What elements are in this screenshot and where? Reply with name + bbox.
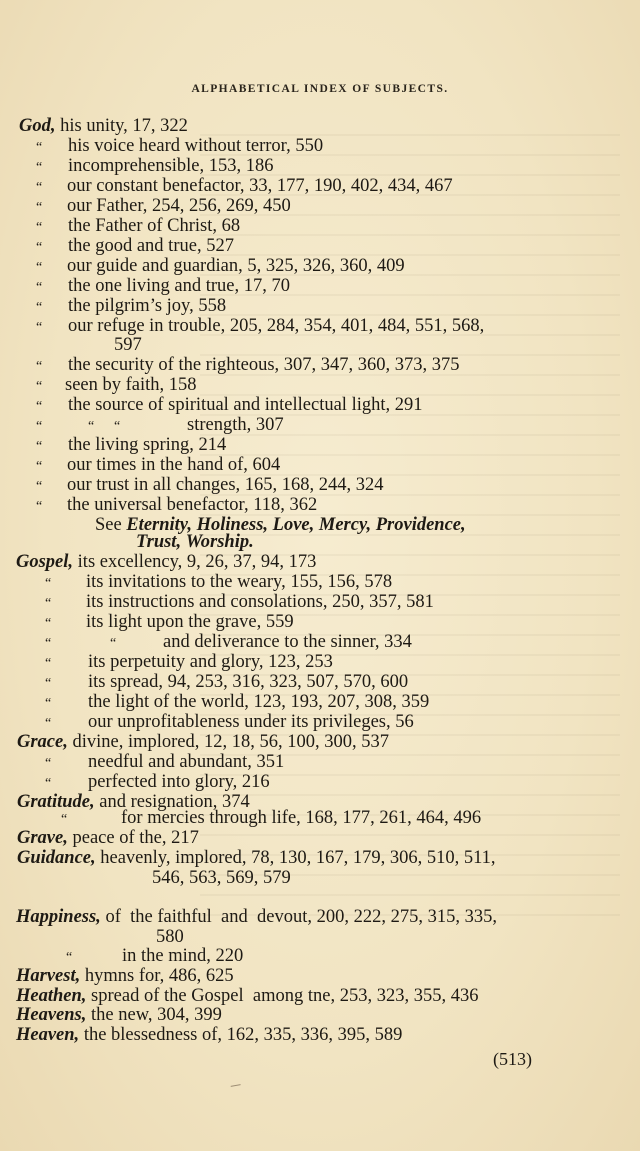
ditto-mark: “ bbox=[36, 140, 43, 155]
entry-heading: Guidance, bbox=[17, 848, 96, 868]
cross-reference: Trust, bbox=[136, 532, 182, 552]
entry-heading: Gratitude, bbox=[17, 792, 95, 812]
entry-heading: God, bbox=[19, 116, 56, 136]
ditto-mark: “ bbox=[45, 776, 52, 791]
ditto-mark: “ bbox=[61, 812, 68, 827]
ditto-mark: “ bbox=[45, 576, 52, 591]
ditto-mark: “ bbox=[36, 160, 43, 175]
entry-heading: Grace, bbox=[17, 732, 68, 752]
subentry: the source of spiritual and intellectual light, 291 bbox=[68, 395, 423, 415]
subentry: our guide and guardian, 5, 325, 326, 360, 409 bbox=[67, 256, 405, 276]
ditto-mark: “ bbox=[36, 479, 43, 494]
subentry: the Father of Christ, 68 bbox=[68, 216, 241, 236]
subentry: its light upon the grave, 559 bbox=[86, 612, 294, 632]
index-entry-god bbox=[19, 116, 188, 136]
ditto-mark: “ bbox=[36, 459, 43, 474]
subentry: our constant benefactor, 33, 177, 190, 402, 434, 467 bbox=[67, 176, 453, 196]
ditto-mark: “ bbox=[45, 756, 52, 771]
entry-heading: Happiness, bbox=[16, 907, 101, 927]
ditto-mark: “ bbox=[36, 379, 43, 394]
entry-continuation: 580 bbox=[156, 927, 184, 947]
index-entry-heavens bbox=[16, 1005, 222, 1025]
subentry: the security of the righteous, 307, 347, 360, 373, 375 bbox=[68, 355, 460, 375]
ditto-mark: “ bbox=[45, 596, 52, 611]
subentry-continuation: 597 bbox=[114, 335, 142, 355]
ditto-mark: “ bbox=[36, 240, 43, 255]
subentry: strength, 307 bbox=[187, 415, 284, 435]
subentry: the universal benefactor, 118, 362 bbox=[67, 495, 318, 515]
ditto-mark: “ bbox=[36, 499, 43, 514]
subentry: his voice heard without terror, 550 bbox=[68, 136, 324, 156]
subentry: in the mind, 220 bbox=[122, 946, 244, 966]
entry-heading: Heaven, bbox=[16, 1025, 80, 1045]
subentry: our refuge in trouble, 205, 284, 354, 401, 484, 551, 568, bbox=[68, 316, 485, 336]
subentry: the one living and true, 17, 70 bbox=[68, 276, 290, 296]
running-head: ALPHABETICAL INDEX OF SUBJECTS. bbox=[191, 83, 449, 95]
subentry: its instructions and consolations, 250, 357, 581 bbox=[86, 592, 434, 612]
entry-text: divine, implored, 12, 18, 56, 100, 300, 537 bbox=[72, 732, 390, 752]
ditto-mark: “ bbox=[36, 280, 43, 295]
index-entry-heathen bbox=[16, 986, 478, 1006]
entry-text: peace of the, 217 bbox=[72, 828, 199, 848]
subentry: incomprehensible, 153, 186 bbox=[68, 156, 274, 176]
entry-heading: Harvest, bbox=[16, 966, 81, 986]
ditto-mark: “ bbox=[36, 320, 43, 335]
see-also-reference-continued bbox=[136, 532, 254, 552]
index-entry-happiness bbox=[16, 907, 497, 927]
entry-text: the blessedness of, 162, 335, 336, 395, 589 bbox=[83, 1025, 403, 1045]
entry-text: the new, 304, 399 bbox=[91, 1005, 222, 1025]
ditto-mark: “ bbox=[36, 439, 43, 454]
entry-text: hymns for, 486, 625 bbox=[84, 966, 234, 986]
entry-continuation: 546, 563, 569, 579 bbox=[152, 868, 291, 888]
entry-text: and resignation, 374 bbox=[99, 792, 250, 812]
ditto-mark: “ bbox=[45, 656, 52, 671]
subentry: its spread, 94, 253, 316, 323, 507, 570, 600 bbox=[88, 672, 409, 692]
ditto-mark: “ bbox=[110, 636, 117, 651]
cross-reference: Eternity, bbox=[126, 515, 192, 535]
ditto-mark: “ bbox=[36, 260, 43, 275]
entry-text: heavenly, implored, 78, 130, 167, 179, 306, 510, 511, bbox=[100, 848, 496, 868]
subentry: the living spring, 214 bbox=[68, 435, 227, 455]
cross-reference: Love, bbox=[272, 515, 315, 535]
index-entry-grave bbox=[17, 828, 199, 848]
subentry: its perpetuity and glory, 123, 253 bbox=[88, 652, 333, 672]
subentry: the pilgrim’s joy, 558 bbox=[68, 296, 227, 316]
cross-reference: Worship. bbox=[185, 532, 254, 552]
index-entry-heaven bbox=[16, 1025, 402, 1045]
subentry: perfected into glory, 216 bbox=[88, 772, 270, 792]
ditto-mark: “ bbox=[114, 419, 121, 434]
index-entry-guidance bbox=[17, 848, 496, 868]
ditto-mark: “ bbox=[36, 419, 43, 434]
subentry: seen by faith, 158 bbox=[65, 375, 197, 395]
entry-text: of the faithful and devout, 200, 222, 275, 315, 335, bbox=[105, 907, 497, 927]
subentry: its invitations to the weary, 155, 156, 578 bbox=[86, 572, 393, 592]
subentry: needful and abundant, 351 bbox=[88, 752, 285, 772]
subentry: and deliverance to the sinner, 334 bbox=[163, 632, 412, 652]
subentry: our Father, 254, 256, 269, 450 bbox=[67, 196, 291, 216]
cross-reference: Providence, bbox=[375, 515, 466, 535]
ditto-mark: “ bbox=[36, 399, 43, 414]
ditto-mark: “ bbox=[36, 300, 43, 315]
cross-reference: Holiness, bbox=[196, 515, 269, 535]
subentry: our times in the hand of, 604 bbox=[67, 455, 281, 475]
paper-blemish bbox=[231, 1084, 242, 1091]
index-entry-gospel bbox=[16, 552, 316, 572]
subentry: the light of the world, 123, 193, 207, 308, 359 bbox=[88, 692, 430, 712]
ditto-mark: “ bbox=[45, 716, 52, 731]
ditto-mark: “ bbox=[36, 220, 43, 235]
index-entry-grace bbox=[17, 732, 389, 752]
entry-text: spread of the Gospel among tne, 253, 323, 355, 436 bbox=[91, 986, 479, 1006]
ditto-mark: “ bbox=[36, 359, 43, 374]
index-entry-harvest bbox=[16, 966, 234, 986]
ditto-mark: “ bbox=[45, 616, 52, 631]
entry-heading: Grave, bbox=[17, 828, 68, 848]
subentry: the good and true, 527 bbox=[68, 236, 234, 256]
entry-text: its excellency, 9, 26, 37, 94, 173 bbox=[77, 552, 317, 572]
ditto-mark: “ bbox=[36, 180, 43, 195]
subentry: our trust in all changes, 165, 168, 244, 324 bbox=[67, 475, 384, 495]
see-label: See bbox=[95, 515, 122, 535]
entry-heading: Heathen, bbox=[16, 986, 87, 1006]
entry-heading: Heavens, bbox=[16, 1005, 87, 1025]
subentry: our unprofitableness under its privileges, 56 bbox=[88, 712, 414, 732]
page-number: (513) bbox=[493, 1049, 532, 1069]
cross-reference: Mercy, bbox=[318, 515, 372, 535]
ditto-mark: “ bbox=[66, 950, 73, 965]
subentry: for mercies through life, 168, 177, 261, 464, 496 bbox=[121, 808, 482, 828]
entry-text: his unity, 17, 322 bbox=[60, 116, 188, 136]
ditto-mark: “ bbox=[45, 636, 52, 651]
entry-heading: Gospel, bbox=[16, 552, 74, 572]
ditto-mark: “ bbox=[88, 419, 95, 434]
ditto-mark: “ bbox=[45, 676, 52, 691]
ditto-mark: “ bbox=[45, 696, 52, 711]
ditto-mark: “ bbox=[36, 200, 43, 215]
